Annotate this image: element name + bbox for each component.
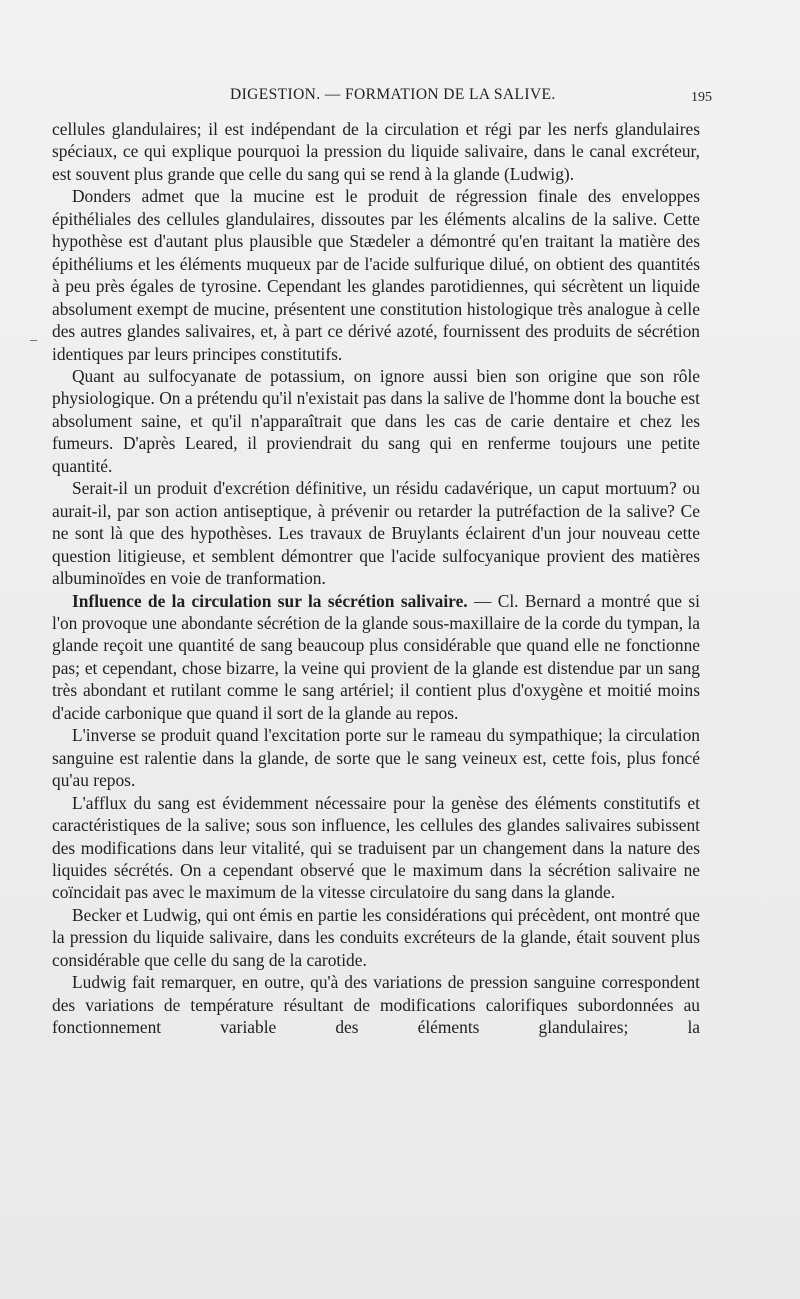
paragraph-circulation-influence [52, 590, 700, 725]
body-text [52, 118, 700, 1039]
page-header [52, 86, 712, 110]
paragraph-circulation-text: — Cl. Bernard a montré que si l'on provoque une abondante sécrétion de la glande sous-maxillaire de la corde du tympan, la glande reçoit une quantité de sang beaucoup plus considérable que quand elle ne fonctionne pas; et cependant, chose bizarre, la veine qui provient de la glande est distendue par un sang très abondant et rutilant comme le sang artériel; il contient plus d'oxygène et moitié moins d'acide carbonique que quand il sort de la glande au repos. [52, 590, 700, 723]
paragraph-donders: Donders admet que la mucine est le produit de régression finale des enveloppes épithéliales des cellules glandulaires, dissoutes par les éléments alcalins de la salive. Cette hypothèse est d'autant plus plausible que Stædeler a démontré qu'en traitant la matière des épithéliums et les éléments muqueux par de l'acide sulfurique dilué, on obtient des quantités à peu près égales de tyrosine. Cependant les glandes parotidiennes, qui sécrètent un liquide absolument exempt de mucine, présentent une constitution histologique très analogue à celle des autres glandes salivaires, et, à part ce dérivé azoté, fournissent des produits de sécrétion identiques par leurs principes constitutifs. [52, 186, 700, 364]
paragraph-inverse: L'inverse se produit quand l'excitation porte sur le rameau du sympathique; la circulation sanguine est ralentie dans la glande, de sorte que le sang veineux est, cette fois, plus foncé qu'au repos. [52, 725, 700, 791]
paragraph-becker-ludwig: Becker et Ludwig, qui ont émis en partie les considérations qui précèdent, ont montré que la pression du liquide salivaire, dans les conduits excréteurs de la glande, était souvent plus considérable que celle du sang de la carotide. [52, 904, 700, 970]
margin-mark [30, 340, 37, 341]
paragraph-continuation: cellules glandulaires; il est indépendant de la circulation et régi par les nerfs glandulaires spéciaux, ce qui explique pourquoi la pression du liquide salivaire, dans le canal excréteur, est souvent plus grande que celle du sang qui se rend à la glande (Ludwig). [52, 119, 700, 184]
paragraph-afflux: L'afflux du sang est évidemment nécessaire pour la genèse des éléments constitutifs et caractéristiques de la salive; sous son influence, les cellules des glandes salivaires subissent des modifications dans leur vitalité, qui se traduisent par un changement dans la nature des liquides sécrétés. On a cependant observé que le maximum dans la sécrétion salivaire ne coïncidait pas avec le maximum de la vitesse circulatoire du sang dans la glande. [52, 792, 700, 903]
paragraph-excretion: Serait-il un produit d'excrétion définitive, un résidu cadavérique, un caput mortuum? ou aurait-il, par son action antiseptique, à prévenir ou retarder la putréfaction de la salive? Ce ne sont là que des hypothèses. Les travaux de Bruylants éclairent d'un jour nouveau cette question litigieuse, et semblent démontrer que l'acide sulfocyanique provient des matières albuminoïdes en voie de tranformation. [52, 478, 700, 589]
running-title: DIGESTION. — FORMATION DE LA SALIVE. [230, 86, 556, 103]
page-number: 195 [691, 90, 712, 105]
section-run-in-heading: Influence de la circulation sur la sécrétion salivaire. [72, 590, 468, 611]
paragraph-ludwig: Ludwig fait remarquer, en outre, qu'à des variations de pression sanguine correspondent des variations de température résultant de modifications calorifiques subordonnées au fonctionnement variable des éléments glandulaires; la [52, 972, 700, 1038]
paragraph-sulfocyanate: Quant au sulfocyanate de potassium, on ignore aussi bien son origine que son rôle physiologique. On a prétendu qu'il n'existait pas dans la salive de l'homme dont la bouche est absolument saine, et qu'il n'apparaîtrait que dans les cas de carie dentaire et chez les fumeurs. D'après Leared, il proviendrait du sang qui en renferme toujours une petite quantité. [52, 365, 700, 476]
